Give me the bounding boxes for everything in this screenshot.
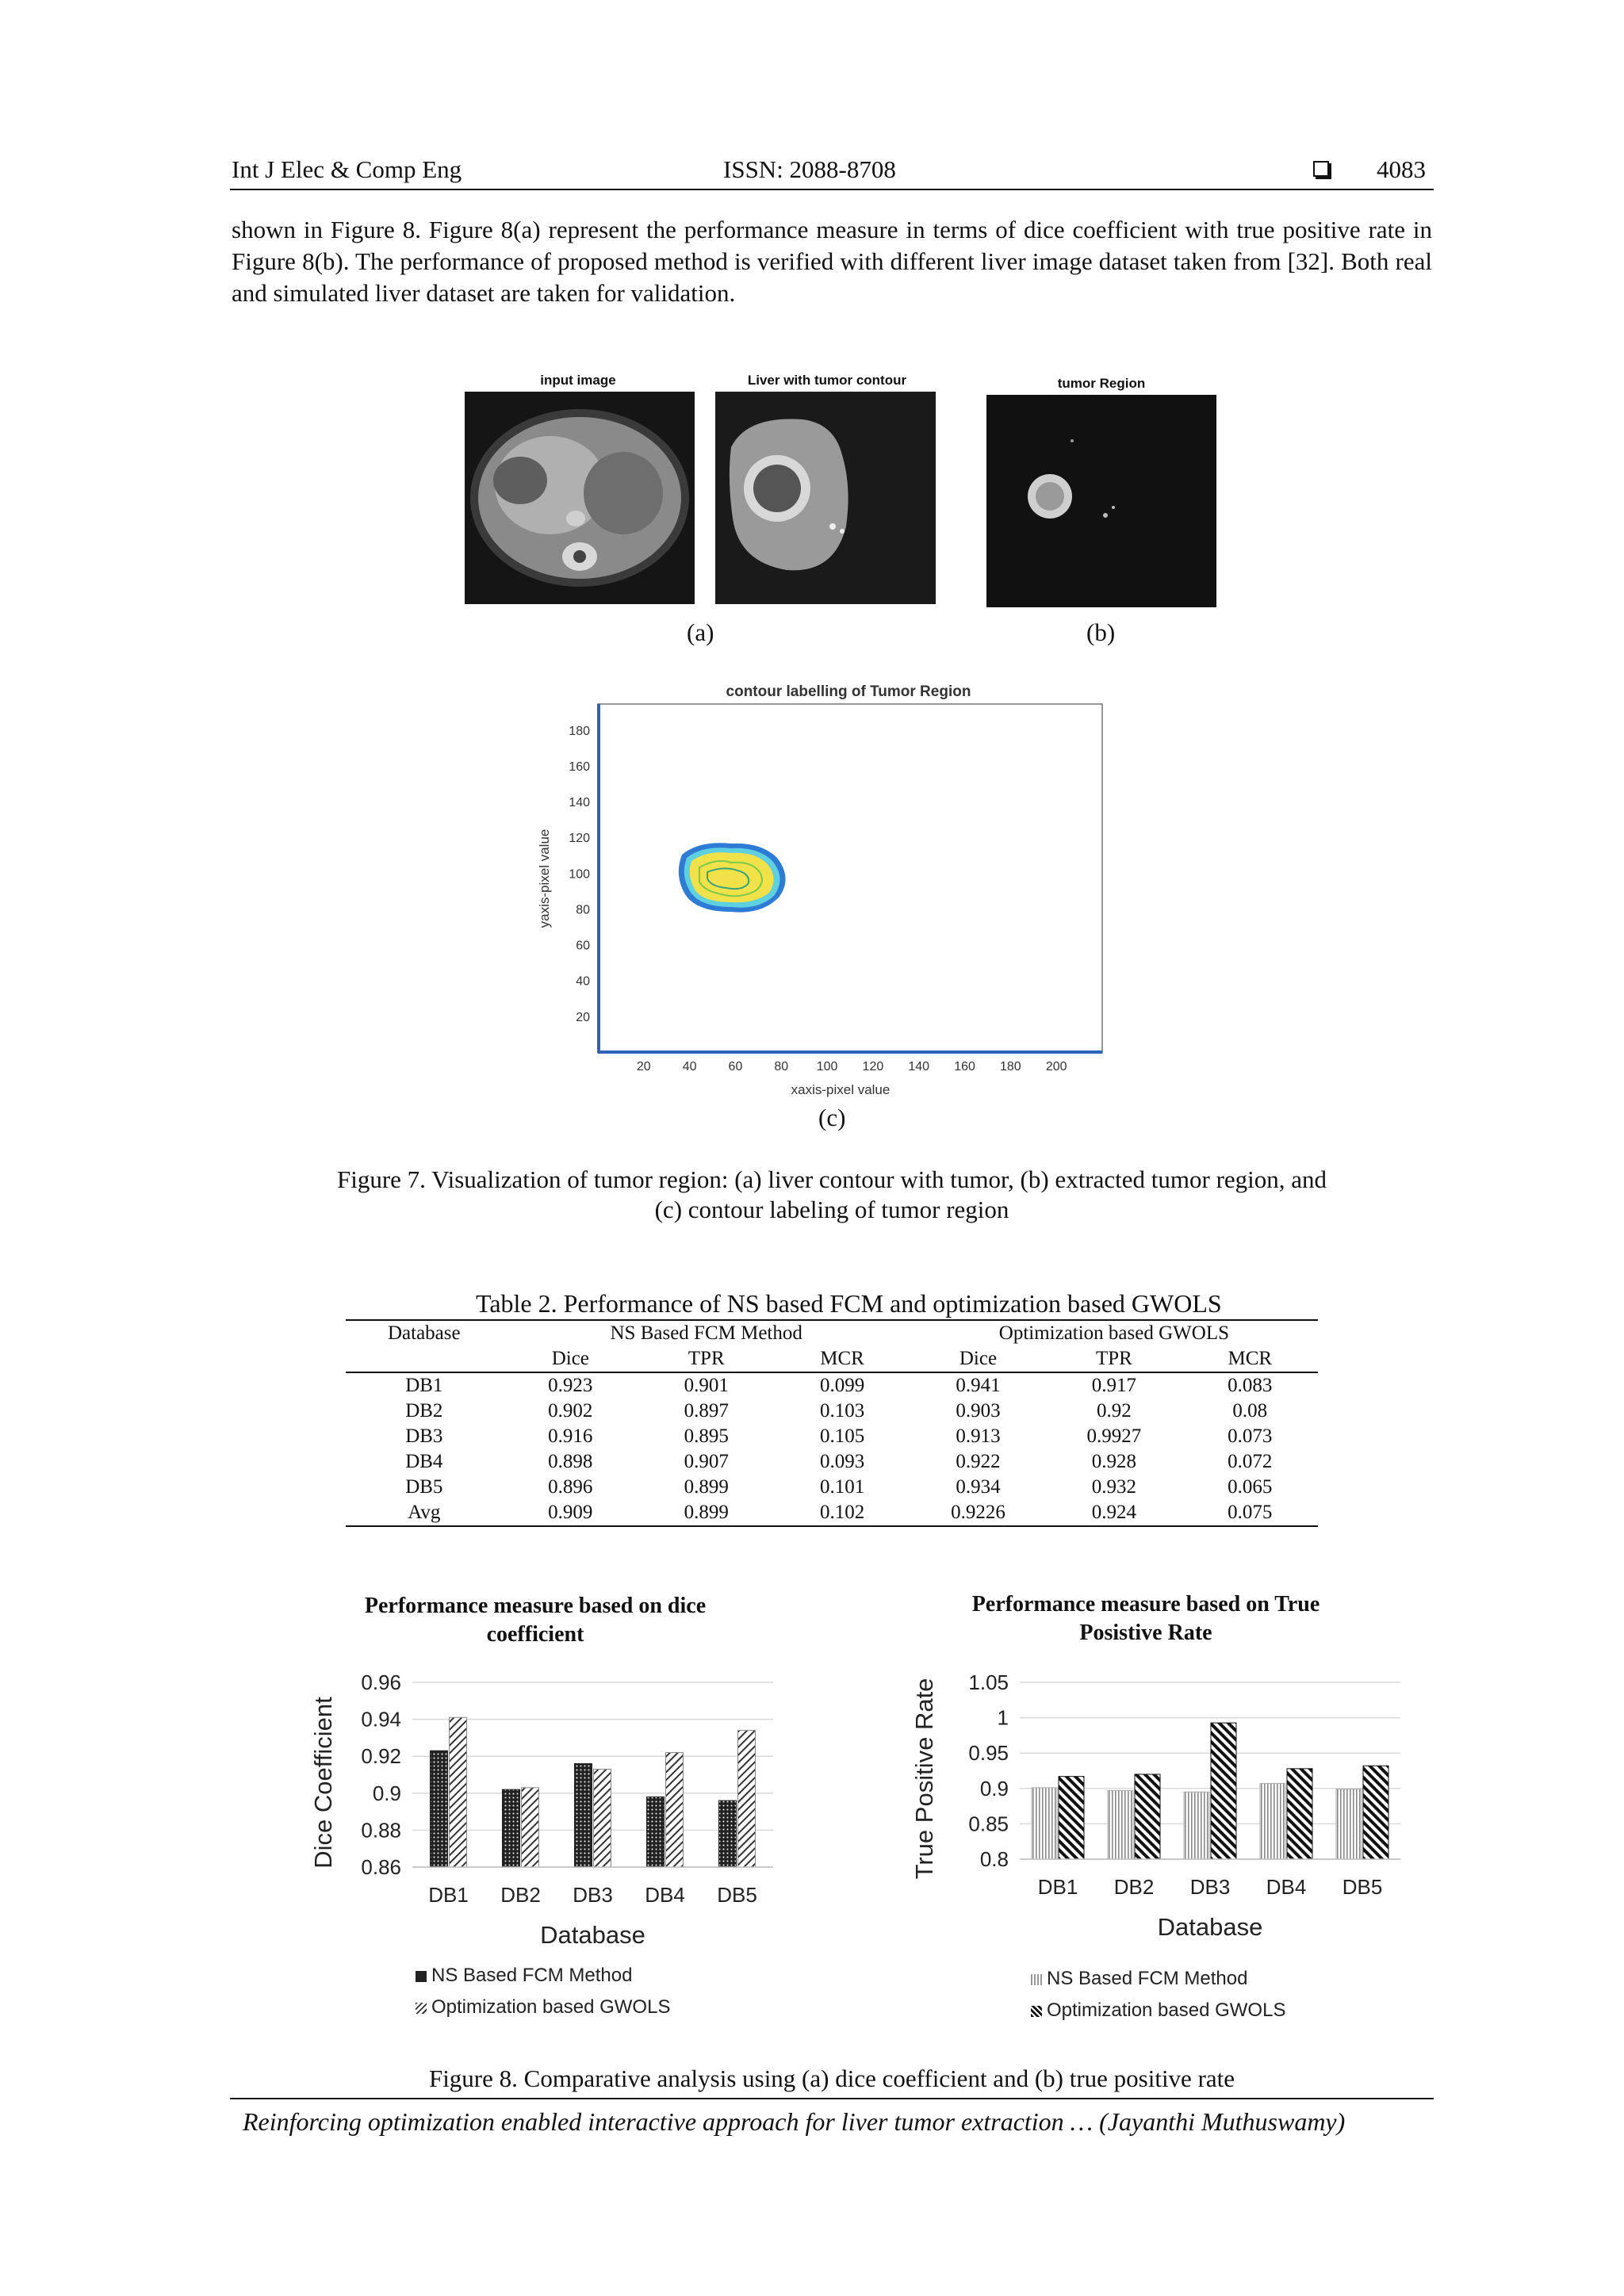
chart-b-tpr xyxy=(909,1657,1416,1958)
contour-plot-title: contour labelling of Tumor Region xyxy=(726,683,971,700)
tumor-contour-blob xyxy=(679,843,786,912)
table-row-label: DB2 xyxy=(405,1400,443,1422)
bar-ns-fcm-db1 xyxy=(1032,1788,1057,1859)
bar-gwols-db4 xyxy=(1287,1769,1312,1859)
contour-xtick-label: 20 xyxy=(636,1060,651,1073)
table-row xyxy=(346,1500,1318,1526)
contour-xtick-label: 120 xyxy=(862,1060,884,1073)
contour-xtick-label: 140 xyxy=(908,1060,930,1073)
table-cell: 0.913 xyxy=(956,1425,1001,1447)
table-row xyxy=(346,1475,1318,1500)
table-cell: 0.941 xyxy=(910,1372,1046,1399)
panel-title-input-image: input image xyxy=(540,373,616,388)
chart-b-legend-item-ns xyxy=(1031,1968,1247,1990)
figure8-caption: Figure 8. Comparative analysis using (a) dice coefficient and (b) true positive rate xyxy=(428,2064,1235,2092)
table2 xyxy=(346,1319,1318,1527)
table-cell: 0.902 xyxy=(548,1400,593,1422)
chart-a-title-line1: Performance measure based on dice xyxy=(364,1594,707,1618)
x-tick-label: DB5 xyxy=(717,1883,757,1907)
table-cell: 0.899 xyxy=(638,1500,774,1526)
x-tick-label: DB1 xyxy=(428,1883,469,1907)
table-cell: 0.9927 xyxy=(1086,1425,1142,1447)
bar-ns-fcm-db2 xyxy=(1108,1790,1133,1859)
bar-gwols-db3 xyxy=(594,1770,611,1867)
table-cell: 0.102 xyxy=(774,1500,910,1526)
chart-b-title-line1: Performance measure based on True xyxy=(971,1592,1320,1617)
figure7-label-c: (c) xyxy=(818,1104,846,1131)
y-tick-label: 0.9 xyxy=(979,1776,1009,1800)
legend-swatch-dotted-icon xyxy=(1031,1974,1042,1985)
figure7-label-a: (a) xyxy=(687,618,714,646)
contour-ytick-label: 60 xyxy=(576,939,590,953)
bar-gwols-db1 xyxy=(450,1717,467,1867)
table-cell: 0.932 xyxy=(1091,1476,1136,1498)
table-cell: 0.073 xyxy=(1228,1425,1273,1447)
table-cell: 0.103 xyxy=(819,1400,865,1422)
bar-gwols-db5 xyxy=(738,1731,756,1867)
contour-ytick-label: 120 xyxy=(569,832,590,846)
legend-label: NS Based FCM Method xyxy=(431,1965,633,1986)
bar-gwols-db5 xyxy=(1363,1766,1388,1859)
y-tick-label: 0.94 xyxy=(361,1707,401,1732)
table-row-label: DB1 xyxy=(346,1372,503,1399)
table-row xyxy=(346,1424,1318,1449)
table-cell: 0.903 xyxy=(956,1400,1001,1422)
table-cell: 0.08 xyxy=(1232,1400,1268,1422)
header-rule xyxy=(230,189,1434,190)
running-header-journal: Int J Elec & Comp Eng xyxy=(232,155,462,183)
y-tick-label: 0.88 xyxy=(361,1818,401,1843)
table-cell: 0.075 xyxy=(1182,1500,1318,1526)
liver-contour-image xyxy=(715,392,936,604)
y-tick-label: 0.9 xyxy=(372,1781,401,1805)
table-cell: 0.897 xyxy=(684,1400,729,1422)
table-cell: 0.934 xyxy=(956,1476,1001,1498)
table-row xyxy=(346,1372,1318,1399)
contour-plot-ylabel: yaxis-pixel value xyxy=(537,828,552,928)
contour-plot-axes xyxy=(598,704,1102,1053)
panel-title-liver-contour: Liver with tumor contour xyxy=(747,373,907,388)
table-group-gwols: Optimization based GWOLS xyxy=(910,1320,1318,1346)
bar-gwols-db2 xyxy=(522,1788,539,1867)
y-tick-label: 0.92 xyxy=(361,1744,401,1769)
table-cell: 0.928 xyxy=(1091,1451,1136,1472)
table-cell: 0.917 xyxy=(1046,1372,1182,1399)
y-tick-label: 0.86 xyxy=(361,1855,401,1879)
contour-xtick-label: 40 xyxy=(682,1060,697,1073)
legend-swatch-dotted-icon xyxy=(416,1971,427,1982)
table-cell: 0.895 xyxy=(684,1425,729,1447)
table-header-row xyxy=(346,1320,1318,1346)
contour-ytick-label: 20 xyxy=(576,1010,590,1024)
ct-input-image xyxy=(465,392,695,604)
y-tick-label: 0.8 xyxy=(979,1847,1009,1871)
table-cell: 0.9226 xyxy=(910,1500,1046,1526)
table2-title: Table 2. Performance of NS based FCM and optimization based GWOLS xyxy=(476,1289,1222,1318)
table-cell: 0.901 xyxy=(638,1372,774,1399)
legend-label: Optimization based GWOLS xyxy=(431,1996,671,2018)
contour-xtick-label: 100 xyxy=(816,1060,838,1073)
x-tick-label: DB2 xyxy=(500,1883,541,1907)
table-cell: 0.907 xyxy=(684,1451,729,1472)
figure7-label-b: (b) xyxy=(1086,618,1116,646)
table-cell: 0.909 xyxy=(503,1500,638,1526)
contour-ytick-label: 100 xyxy=(569,867,590,882)
legend-swatch-hatch-icon xyxy=(416,2003,427,2014)
table-cell: 0.92 xyxy=(1096,1400,1132,1422)
table-col-database: Database xyxy=(346,1320,503,1346)
contour-ytick-label: 140 xyxy=(569,796,590,810)
legend-label: NS Based FCM Method xyxy=(1047,1968,1248,1989)
header-square-icon xyxy=(1313,161,1329,177)
table-row xyxy=(346,1399,1318,1424)
table-cell: 0.896 xyxy=(548,1476,593,1498)
table-cell: 0.916 xyxy=(548,1425,593,1447)
table-cell: 0.072 xyxy=(1228,1451,1273,1472)
footer-rule xyxy=(230,2098,1434,2099)
table-cell: 0.923 xyxy=(503,1372,638,1399)
bar-ns-fcm-db5 xyxy=(719,1800,737,1867)
legend-swatch-hatch-icon xyxy=(1031,2006,1042,2017)
bar-gwols-db3 xyxy=(1211,1723,1236,1859)
figure7-caption-line2: (c) contour labeling of tumor region xyxy=(654,1196,1009,1223)
x-tick-label: DB5 xyxy=(1342,1875,1383,1899)
y-tick-label: 1.05 xyxy=(968,1670,1009,1694)
table-cell: 0.093 xyxy=(819,1451,865,1472)
contour-xtick-label: 180 xyxy=(1000,1060,1021,1073)
table-cell: 0.105 xyxy=(819,1425,865,1447)
table-subheader: Dice xyxy=(959,1348,998,1369)
bar-ns-fcm-db2 xyxy=(503,1789,520,1867)
table-subheader-row xyxy=(346,1346,1318,1372)
running-footer: Reinforcing optimization enabled interactive approach for liver tumor extraction … (Jayanthi Muthuswamy) xyxy=(243,2107,1346,2136)
table-subheader: TPR xyxy=(688,1348,725,1369)
y-tick-label: 0.96 xyxy=(361,1670,401,1694)
contour-plot xyxy=(523,674,1126,1102)
x-tick-label: DB2 xyxy=(1113,1875,1155,1899)
bar-gwols-db4 xyxy=(666,1753,684,1867)
contour-ytick-label: 180 xyxy=(569,724,590,738)
y-axis-label: Dice Coefficient xyxy=(309,1697,337,1869)
table-cell: 0.922 xyxy=(956,1451,1001,1472)
x-axis-label: Database xyxy=(540,1921,645,1949)
y-tick-label: 0.85 xyxy=(968,1812,1009,1836)
contour-xtick-label: 80 xyxy=(774,1060,789,1073)
table-cell: 0.899 xyxy=(684,1476,729,1498)
table-subheader: Dice xyxy=(551,1348,589,1369)
x-tick-label: DB4 xyxy=(1266,1875,1307,1899)
table-row-label: DB3 xyxy=(405,1425,443,1447)
table-row-label: DB4 xyxy=(405,1451,443,1472)
x-tick-label: DB4 xyxy=(645,1883,685,1907)
table-cell: 0.924 xyxy=(1046,1500,1182,1526)
bar-ns-fcm-db1 xyxy=(431,1751,448,1867)
x-tick-label: DB3 xyxy=(573,1883,613,1907)
x-tick-label: DB3 xyxy=(1189,1875,1231,1899)
contour-ytick-label: 80 xyxy=(576,903,590,917)
contour-plot-xlabel: xaxis-pixel value xyxy=(791,1082,891,1097)
bar-ns-fcm-db3 xyxy=(1184,1792,1209,1859)
contour-xtick-label: 200 xyxy=(1045,1060,1067,1073)
bar-ns-fcm-db3 xyxy=(575,1764,592,1867)
y-tick-label: 0.95 xyxy=(968,1741,1009,1766)
running-header-issn: ISSN: 2088-8708 xyxy=(723,155,896,183)
table-row xyxy=(346,1449,1318,1475)
figure7-caption-line1: Figure 7. Visualization of tumor region: (a) liver contour with tumor, (b) extracted tumor region, and xyxy=(336,1165,1327,1193)
chart-b-title-line2: Posistive Rate xyxy=(1079,1621,1212,1645)
table-cell: 0.083 xyxy=(1182,1372,1318,1399)
table-cell: 0.898 xyxy=(548,1451,593,1472)
table-subheader: MCR xyxy=(820,1348,864,1369)
chart-b-legend-item-gwols xyxy=(1031,1999,1285,2022)
bar-gwols-db1 xyxy=(1059,1777,1084,1859)
chart-a-dice xyxy=(309,1657,785,1958)
table-group-ns-fcm: NS Based FCM Method xyxy=(503,1320,910,1346)
y-tick-label: 1 xyxy=(997,1705,1009,1730)
bar-ns-fcm-db4 xyxy=(1260,1784,1285,1859)
bar-gwols-db2 xyxy=(1135,1774,1160,1859)
table-subheader: TPR xyxy=(1095,1348,1132,1369)
contour-xtick-label: 60 xyxy=(728,1060,743,1073)
table-cell: 0.099 xyxy=(774,1372,910,1399)
table-cell: 0.101 xyxy=(819,1476,865,1498)
chart-a-legend-item-gwols xyxy=(416,1996,670,2019)
contour-ytick-label: 40 xyxy=(576,974,590,989)
x-tick-label: DB1 xyxy=(1037,1875,1078,1899)
contour-ytick-label: 160 xyxy=(569,760,590,774)
legend-label: Optimization based GWOLS xyxy=(1047,1999,1286,2021)
bar-ns-fcm-db4 xyxy=(647,1797,665,1867)
chart-a-legend-item-ns xyxy=(416,1965,632,1987)
x-axis-label: Database xyxy=(1157,1913,1263,1941)
table-cell: 0.065 xyxy=(1228,1476,1273,1498)
y-axis-label: True Positive Rate xyxy=(910,1678,938,1880)
table-row-label: DB5 xyxy=(405,1476,443,1498)
page-number: 4083 xyxy=(1377,155,1426,183)
bar-ns-fcm-db5 xyxy=(1336,1789,1362,1859)
tumor-region-image xyxy=(986,395,1216,607)
table-row-label: Avg xyxy=(346,1500,503,1526)
chart-a-title-line2: coefficient xyxy=(486,1622,584,1647)
panel-title-tumor-region: tumor Region xyxy=(1057,376,1146,391)
table-subheader: MCR xyxy=(1228,1348,1273,1369)
body-paragraph: shown in Figure 8. Figure 8(a) represent the performance measure in terms of dice coefficient with true positive rate in Figure 8(b). The performance of proposed method is verified with different liver image dataset taken from [32]. Both real and simulated liver dataset are taken for validation. xyxy=(232,216,1432,307)
contour-xtick-label: 160 xyxy=(954,1060,975,1073)
